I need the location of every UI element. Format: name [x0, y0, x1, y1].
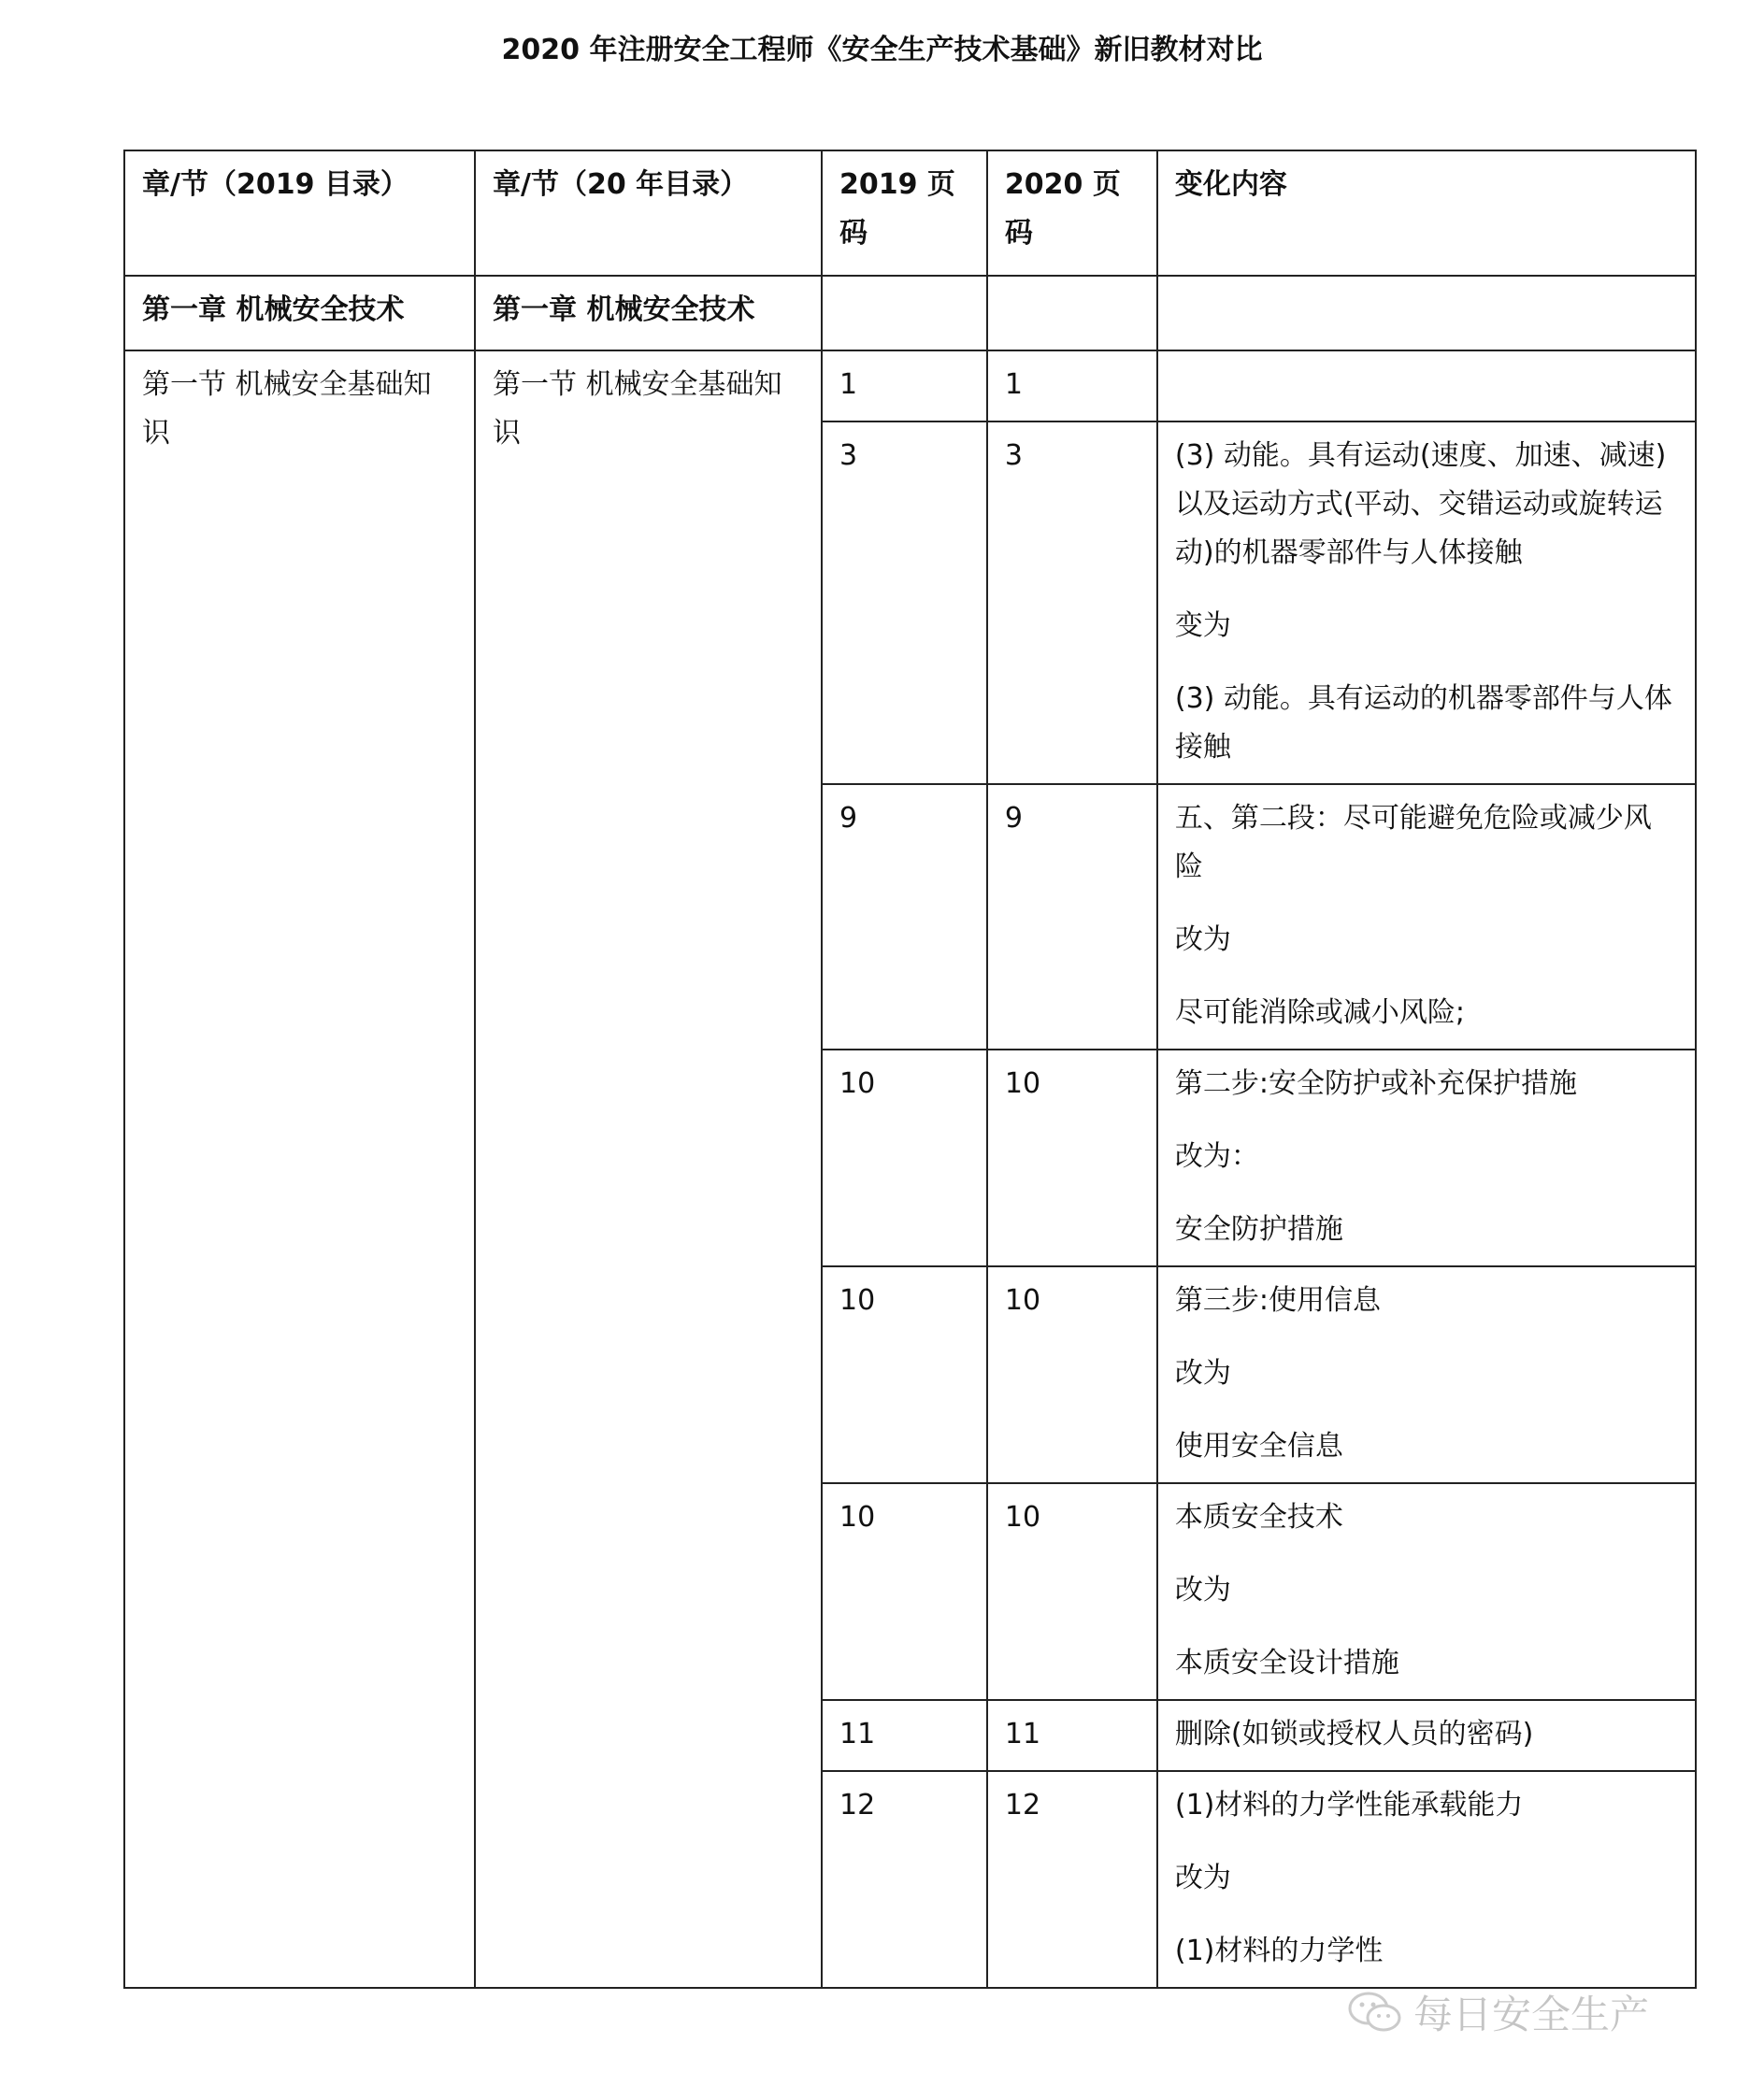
changes-cell [1157, 1700, 1696, 1771]
change-text: (3) 动能。具有运动(速度、加速、减速)以及运动方式(平动、交错运动或旋转运动)的机器零部件与人体接触 [1174, 439, 1667, 569]
section-new: 第一节 机械安全基础知识 [475, 350, 822, 1988]
change-text: 使用安全信息 [1174, 1430, 1343, 1463]
watermark [1346, 1979, 1701, 2045]
chapter-row [124, 276, 1696, 350]
header-page-2019: 2019 页码 [822, 150, 987, 276]
change-text: 改为 [1174, 1574, 1231, 1607]
change-text: 第三步:使用信息 [1174, 1284, 1381, 1317]
change-text: 改为 [1174, 1862, 1231, 1894]
change-text: (3) 动能。具有运动的机器零部件与人体接触 [1174, 682, 1672, 764]
watermark-text: 每日安全生产 [1413, 1992, 1650, 2037]
page-2020-cell: 1 [987, 350, 1157, 421]
change-text: 第二步:安全防护或补充保护措施 [1174, 1067, 1577, 1100]
changes-cell [1157, 1771, 1696, 1988]
page-2019-cell: 10 [822, 1483, 987, 1700]
change-text: 五、第二段：尽可能避免危险或减少风险 [1174, 802, 1652, 883]
page-2019-cell: 12 [822, 1771, 987, 1988]
chapter-new: 第一章 机械安全技术 [475, 276, 822, 350]
changes-cell [1157, 421, 1696, 784]
page-2020-cell: 12 [987, 1771, 1157, 1988]
header-old-toc: 章/节（2019 目录） [124, 150, 475, 276]
page-2019-cell: 9 [822, 784, 987, 1050]
change-text: 删除(如锁或授权人员的密码) [1174, 1718, 1534, 1750]
page-2020-cell: 9 [987, 784, 1157, 1050]
page-2019-cell: 1 [822, 350, 987, 421]
chapter-page-2019 [822, 276, 987, 350]
header-new-toc: 章/节（20 年目录） [475, 150, 822, 276]
page-2019-cell: 10 [822, 1050, 987, 1266]
change-text: 本质安全设计措施 [1174, 1647, 1399, 1679]
comparison-table [123, 150, 1697, 1989]
header-page-2020: 2020 页码 [987, 150, 1157, 276]
page-2019-cell: 10 [822, 1266, 987, 1483]
change-text: 改为 [1174, 1357, 1231, 1390]
change-text: 改为 [1174, 923, 1231, 956]
changes-cell [1157, 1483, 1696, 1700]
change-text: 变为 [1174, 609, 1231, 642]
page-2020-cell: 10 [987, 1266, 1157, 1483]
changes-cell [1157, 1050, 1696, 1266]
change-text: 改为： [1174, 1140, 1259, 1173]
chapter-changes [1157, 276, 1696, 350]
chapter-page-2020 [987, 276, 1157, 350]
page-2020-cell: 11 [987, 1700, 1157, 1771]
page-2020-cell: 10 [987, 1483, 1157, 1700]
table-header-row [124, 150, 1696, 276]
header-changes: 变化内容 [1157, 150, 1696, 276]
table-row [124, 350, 1696, 421]
section-old: 第一节 机械安全基础知识 [124, 350, 475, 1988]
change-text: (1)材料的力学性 [1174, 1935, 1384, 1967]
chapter-old: 第一章 机械安全技术 [124, 276, 475, 350]
changes-cell [1157, 350, 1696, 421]
document-title: 2020 年注册安全工程师《安全生产技术基础》新旧教材对比 [501, 34, 1263, 66]
change-text: 本质安全技术 [1174, 1501, 1343, 1534]
change-text: (1)材料的力学性能承载能力 [1174, 1789, 1524, 1821]
wechat-icon [1346, 1988, 1404, 2036]
page-2019-cell: 11 [822, 1700, 987, 1771]
changes-cell [1157, 784, 1696, 1050]
change-text: 安全防护措施 [1174, 1213, 1343, 1246]
page-2020-cell: 10 [987, 1050, 1157, 1266]
change-text: 尽可能消除或减小风险; [1174, 996, 1465, 1029]
changes-cell [1157, 1266, 1696, 1483]
page-2019-cell: 3 [822, 421, 987, 784]
page-2020-cell: 3 [987, 421, 1157, 784]
